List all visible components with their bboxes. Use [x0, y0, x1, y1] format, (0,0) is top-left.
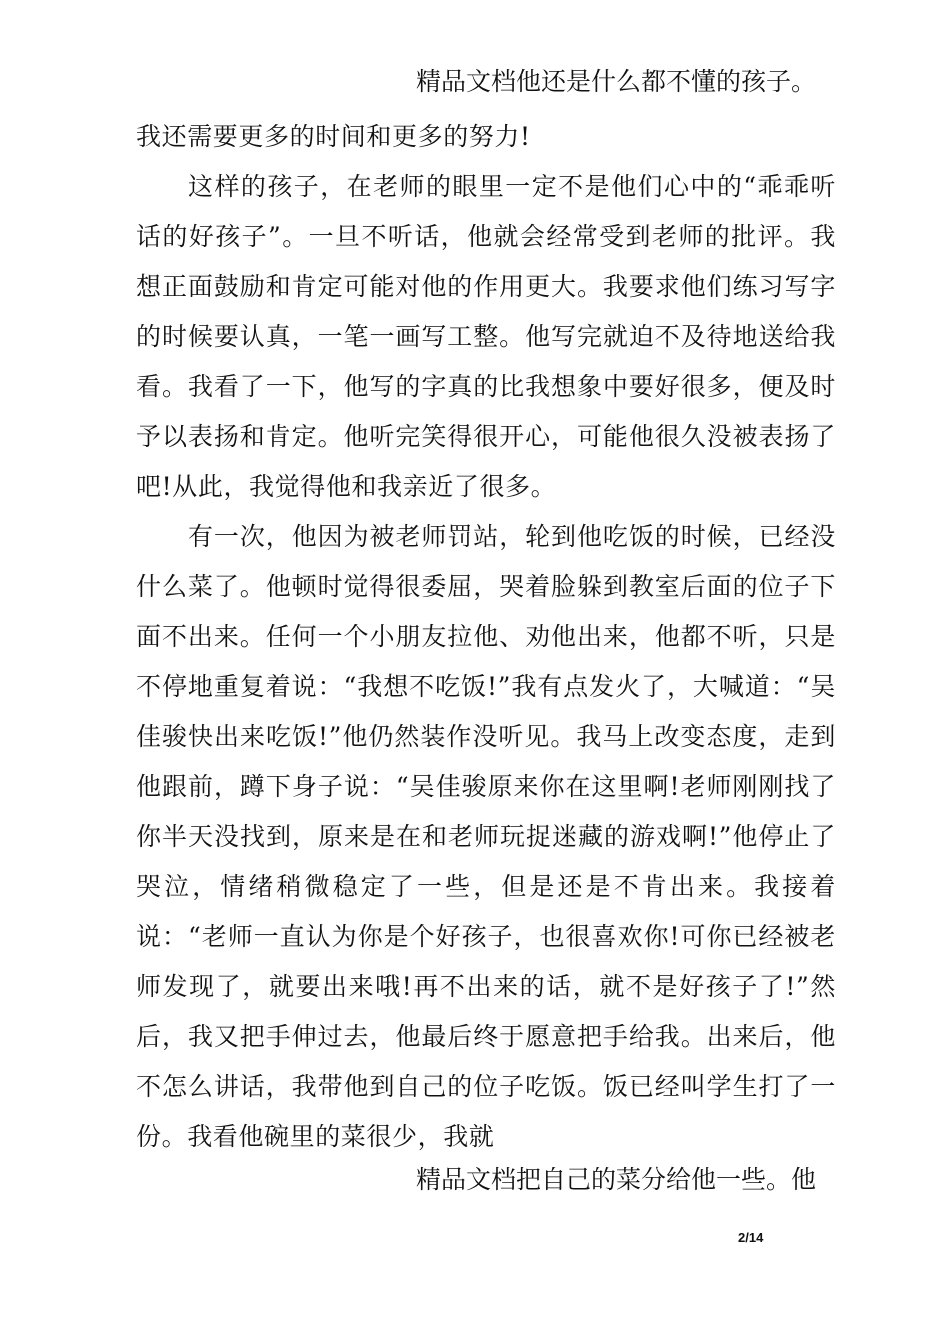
paragraph-1: 我还需要更多的时间和更多的努力!: [136, 122, 531, 151]
paragraph-2: 这样的孩子，在老师的眼里一定不是他们心中的“乖乖听话的好孩子”。一旦不听话，他就会经常受到老师的批评。我想正面鼓励和肯定可能对他的作用更大。我要求他们练习写字的时候要认真，一笔一画写工整。他写完就迫不及待地送给我看。我看了一下，他写的字真的比我想象中要好很多，便及时予以表扬和肯定。他听完笑得很开心，可能他很久没被表扬了吧!从此，我觉得他和我亲近了很多。: [136, 172, 836, 501]
page-number: 2/14: [738, 1230, 764, 1245]
document-body: [136, 112, 836, 1162]
paragraph-3: 有一次，他因为被老师罚站，轮到他吃饭的时候，已经没什么菜了。他顿时觉得很委屈，哭着脸躲到教室后面的位子下面不出来。任何一个小朋友拉他、劝他出来，他都不听，只是不停地重复着说：“我想不吃饭!”我有点发火了，大喊道：“吴佳骏快出来吃饭!”他仍然装作没听见。我马上改变态度，走到他跟前，蹲下身子说：“吴佳骏原来你在这里啊!老师刚刚找了你半天没找到，原来是在和老师玩捉迷藏的游戏啊!”他停止了哭泣，情绪稍微稳定了一些，但是还是不肯出来。我接着说：“老师一直认为你是个好孩子，也很喜欢你!可你已经被老师发现了，就要出来哦!再不出来的话，就不是好孩子了!”然后，我又把手伸过去，他最后终于愿意把手给我。出来后，他不怎么讲话，我带他到自己的位子吃饭。饭已经叫学生打了一份。我看他碗里的菜很少，我就: [136, 522, 836, 1151]
page-header-text: 精品文档他还是什么都不懂的孩子。: [416, 67, 817, 96]
page-footer-text: 精品文档把自己的菜分给他一些。他: [416, 1165, 817, 1194]
